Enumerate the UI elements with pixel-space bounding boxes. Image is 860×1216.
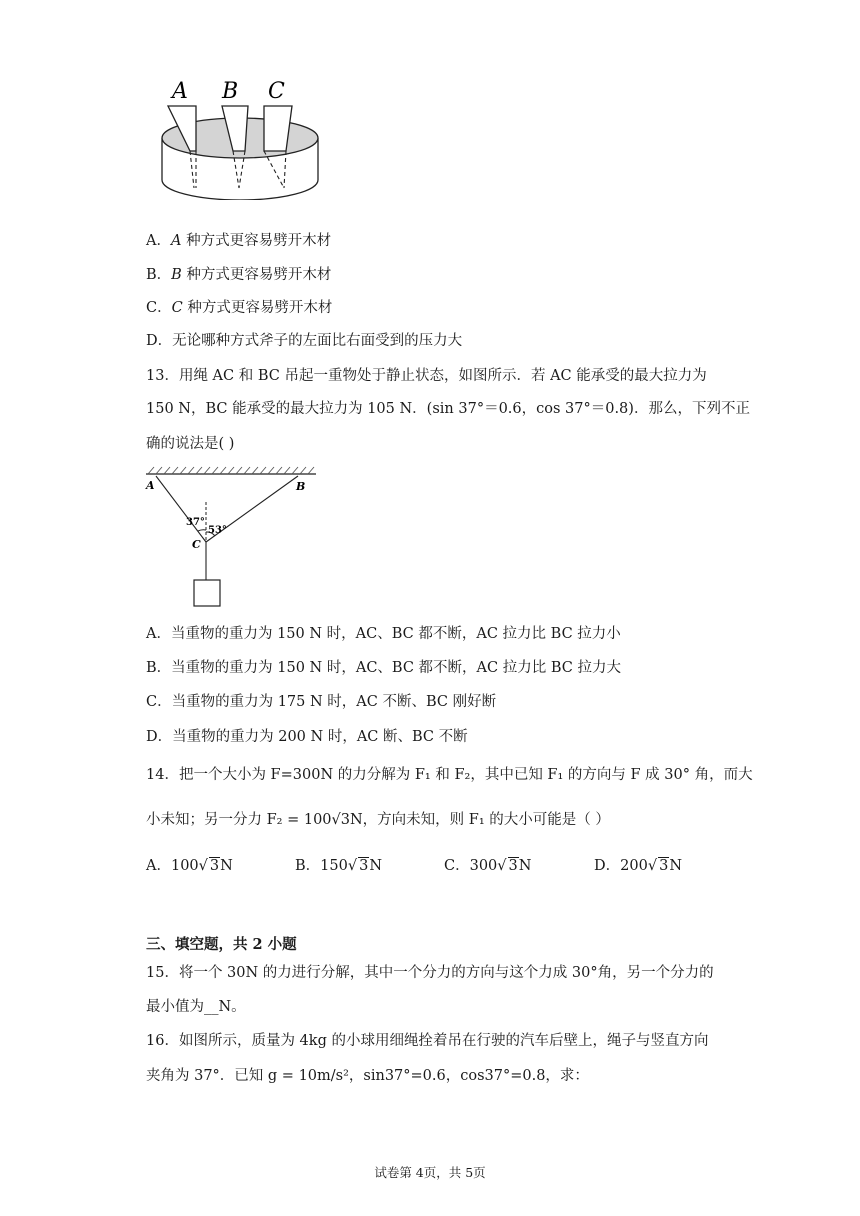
q16-line1: 16．如图所示，质量为 4kg 的小球用细绳拴着吊在行驶的汽车后壁上，绳子与竖直方向	[146, 1033, 709, 1049]
page-footer: 试卷第 4页，共 5页	[374, 1165, 486, 1180]
q13-option-b: B．当重物的重力为 150 N 时，AC、BC 都不断，AC 拉力比 BC 拉力大	[146, 660, 621, 676]
q12-option-c	[146, 298, 332, 318]
option-unit: N	[669, 858, 682, 874]
option-letter: C．	[444, 858, 470, 874]
option-unit: N	[518, 858, 532, 874]
option-radicand: 3	[359, 858, 369, 874]
rope-label-a: A	[146, 479, 155, 492]
q13-option-d: D．当重物的重力为 200 N 时，AC 断、BC 不断	[146, 729, 468, 745]
q15-line2: 最小值为__N。	[146, 999, 246, 1015]
option-unit: N	[369, 858, 383, 874]
option-subject: A	[170, 233, 182, 249]
option-subject: C	[171, 300, 183, 316]
axe-figure	[150, 76, 330, 200]
option-unit: N	[220, 858, 233, 874]
q12-option-a	[146, 231, 331, 251]
option-coef: 300	[469, 858, 498, 874]
q12-option-d	[146, 331, 462, 351]
sqrt-icon: √	[647, 858, 658, 874]
option-radicand: 3	[659, 858, 669, 874]
sqrt-icon: √	[347, 858, 358, 874]
option-coef: 100	[170, 858, 199, 874]
option-letter: A．	[146, 233, 171, 249]
option-letter: D．	[594, 858, 621, 874]
option-text: 无论哪种方式斧子的左面比右面受到的压力大	[172, 333, 463, 349]
option-text: 种方式更容易劈开木材	[182, 300, 333, 316]
q12-option-b	[146, 265, 331, 285]
option-text: 种方式更容易劈开木材	[181, 267, 332, 283]
axe-label-b: B	[222, 79, 239, 104]
option-subject: B	[171, 267, 182, 283]
option-coef: 200	[620, 858, 648, 874]
rope-figure	[140, 466, 320, 610]
axe-label-a: A	[172, 79, 188, 104]
q13-option-c: C．当重物的重力为 175 N 时，AC 不断、BC 刚好断	[146, 694, 497, 710]
q13-line1: 13．用绳 AC 和 BC 吊起一重物处于静止状态，如图所示．若 AC 能承受的最大拉力为	[146, 368, 707, 384]
q14-option-a	[146, 856, 233, 876]
option-letter: B．	[295, 858, 321, 874]
q16-line2: 夹角为 37°．已知 g = 10m/s²，sin37°=0.6，cos37°=0.8，求：	[146, 1068, 589, 1084]
option-text: 种方式更容易劈开木材	[181, 233, 332, 249]
rope-label-b: B	[296, 480, 306, 493]
q13-line3: 确的说法是( )	[146, 436, 235, 452]
sqrt-icon: √	[497, 858, 507, 874]
section-heading: 三、填空题，共 2 小题	[146, 936, 297, 953]
option-letter: D．	[146, 333, 173, 349]
q13-option-a: A．当重物的重力为 150 N 时，AC、BC 都不断，AC 拉力比 BC 拉力小	[146, 626, 621, 642]
q13-line2: 150 N，BC 能承受的最大拉力为 105 N．(sin 37°＝0.6，cos 37°＝0.8)．那么，下列不正	[146, 401, 750, 417]
option-coef: 150	[320, 858, 348, 874]
option-letter: B．	[146, 267, 172, 283]
option-letter: A．	[146, 858, 171, 874]
axe-label-c: C	[268, 79, 285, 104]
option-letter: C．	[146, 300, 172, 316]
q14-line1: 14．把一个大小为 F=300N 的力分解为 F₁ 和 F₂，其中已知 F₁ 的方向与 F 成 30° 角，而大	[146, 767, 753, 783]
rope-label-c: C	[192, 538, 201, 551]
q15-line1: 15．将一个 30N 的力进行分解，其中一个分力的方向与这个力成 30°角，另一个分力的	[146, 965, 714, 981]
q14-option-c	[444, 856, 531, 876]
q14-option-b	[295, 856, 382, 876]
option-radicand: 3	[508, 858, 518, 874]
option-radicand: 3	[209, 858, 220, 874]
sqrt-icon: √	[198, 858, 208, 874]
rope-angle-37: 37°	[186, 517, 205, 528]
q14-option-d	[594, 856, 682, 876]
rope-angle-53: 53°	[208, 525, 227, 536]
q14-line2: 小未知；另一分力 F₂ = 100√3N，方向未知，则 F₁ 的大小可能是（ ）	[146, 812, 610, 828]
